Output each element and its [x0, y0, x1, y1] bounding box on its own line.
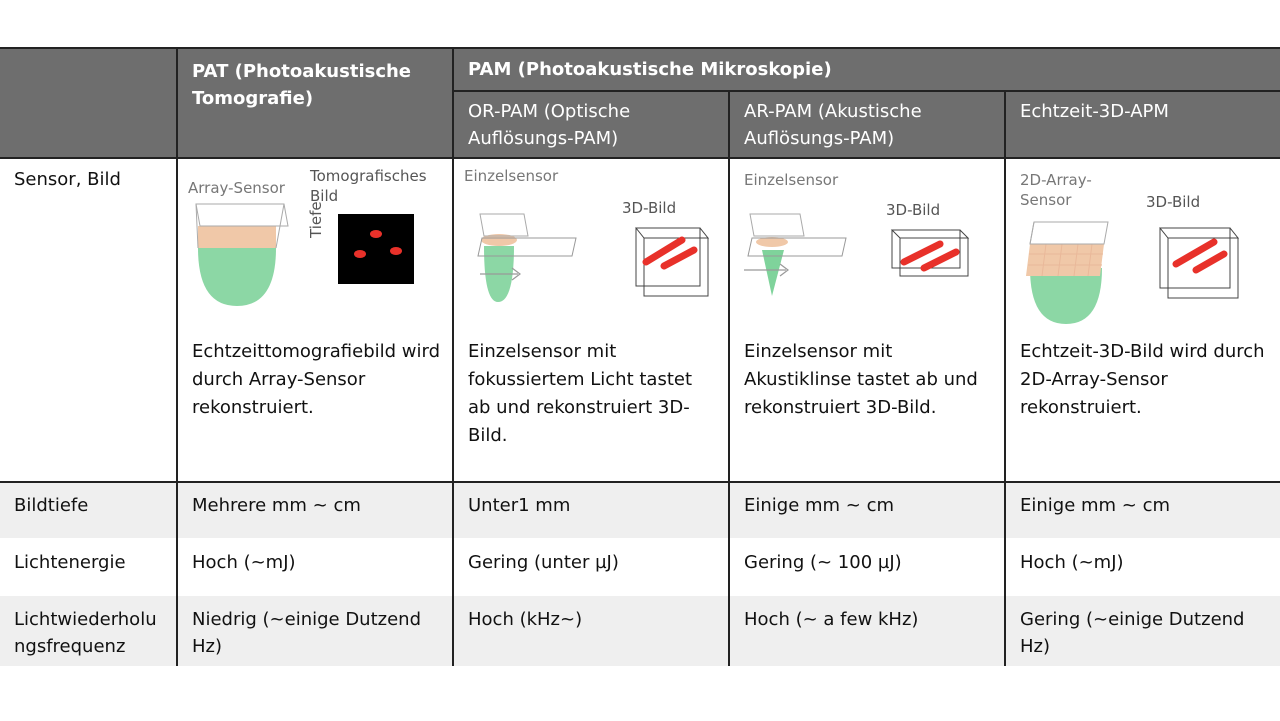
echtzeit-image-label: 3D-Bild: [1146, 193, 1201, 211]
row-sensor-bottom-border: [0, 481, 1280, 483]
header-pam: [454, 48, 1280, 90]
header-arpam-label: AR-PAM (Akustische Auflösungs-PAM): [744, 101, 922, 149]
pat-sensor-illustration: [196, 204, 288, 306]
cell-frequenz-arpam: Hoch (~ a few kHz): [744, 609, 919, 630]
arpam-sensor-label: Einzelsensor: [744, 171, 839, 189]
cell-bildtiefe-arpam: Einige mm ~ cm: [744, 495, 895, 516]
echtzeit-sensor-label: 2D-Array-Sensor: [1020, 171, 1092, 209]
cell-bildtiefe-pat: Mehrere mm ~ cm: [192, 495, 361, 516]
arpam-sensor-illustration: [744, 214, 846, 296]
header-orpam: [454, 92, 730, 158]
cell-lichtenergie-orpam: Gering (unter µJ): [468, 552, 619, 573]
pat-sensor-label: Array-Sensor: [188, 179, 285, 197]
pam-split-border: [454, 90, 1280, 92]
header-echtzeit-label: Echtzeit-3D-APM: [1020, 101, 1169, 122]
cell-bildtiefe-orpam: Unter1 mm: [468, 495, 571, 516]
orpam-sensor-label: Einzelsensor: [464, 167, 559, 185]
desc-pat: Echtzeittomografiebild wird durch Array-Sensor rekonstruiert.: [192, 341, 441, 418]
header-pat-label: PAT (Photoakustische Tomografie): [192, 61, 412, 109]
orpam-sensor-illustration: [478, 214, 576, 302]
desc-arpam: Einzelsensor mit Akustiklinse tastet ab und rekonstruiert 3D-Bild.: [744, 341, 978, 418]
col-border-4: [1004, 91, 1006, 666]
header-orpam-label: OR-PAM (Optische Auflösungs-PAM): [468, 101, 631, 149]
col-border-1: [176, 48, 178, 666]
row-label-sensor: Sensor, Bild: [14, 169, 121, 190]
desc-orpam: Einzelsensor mit fokussiertem Licht tastet ab und rekonstruiert 3D-Bild.: [468, 341, 693, 446]
echtzeit-3d-image: [1160, 228, 1238, 298]
cell-frequenz-orpam: Hoch (kHz~): [468, 609, 583, 630]
header-bottom-border: [0, 157, 1280, 159]
arpam-image-label: 3D-Bild: [886, 201, 941, 219]
pat-depth-label: Tiefe: [307, 201, 325, 238]
cell-lichtenergie-arpam: Gering (~ 100 µJ): [744, 552, 902, 573]
cell-frequenz-echtzeit: Gering (~einige Dutzend Hz): [1020, 609, 1245, 657]
arpam-3d-image: [892, 230, 968, 276]
desc-echtzeit: Echtzeit-3D-Bild wird durch 2D-Array-Sensor rekonstruiert.: [1020, 341, 1265, 418]
cell-lichtenergie-pat: Hoch (~mJ): [192, 552, 296, 573]
pat-image-label: Tomografisches Bild: [310, 167, 427, 205]
col-border-2: [452, 48, 454, 666]
col-border-3: [728, 91, 730, 666]
cell-frequenz-pat: Niedrig (~einige Dutzend Hz): [192, 609, 422, 657]
header-pat: [178, 48, 454, 158]
header-arpam: [730, 92, 1006, 158]
echtzeit-sensor-illustration: [1026, 222, 1108, 324]
orpam-3d-image: [636, 228, 708, 296]
row-label-lichtenergie: Lichtenergie: [14, 552, 126, 573]
cell-bildtiefe-echtzeit: Einige mm ~ cm: [1020, 495, 1171, 516]
header-pam-label: PAM (Photoakustische Mikroskopie): [468, 59, 832, 80]
row-label-frequenz: Lichtwiederholungsfrequenz: [14, 609, 157, 657]
table-top-border: [0, 47, 1280, 49]
header-echtzeit: [1006, 92, 1280, 158]
pat-tomographic-image: [338, 214, 414, 284]
orpam-image-label: 3D-Bild: [622, 199, 677, 217]
header-corner-cell: [0, 48, 178, 158]
row-label-bildtiefe: Bildtiefe: [14, 495, 89, 516]
cell-lichtenergie-echtzeit: Hoch (~mJ): [1020, 552, 1124, 573]
